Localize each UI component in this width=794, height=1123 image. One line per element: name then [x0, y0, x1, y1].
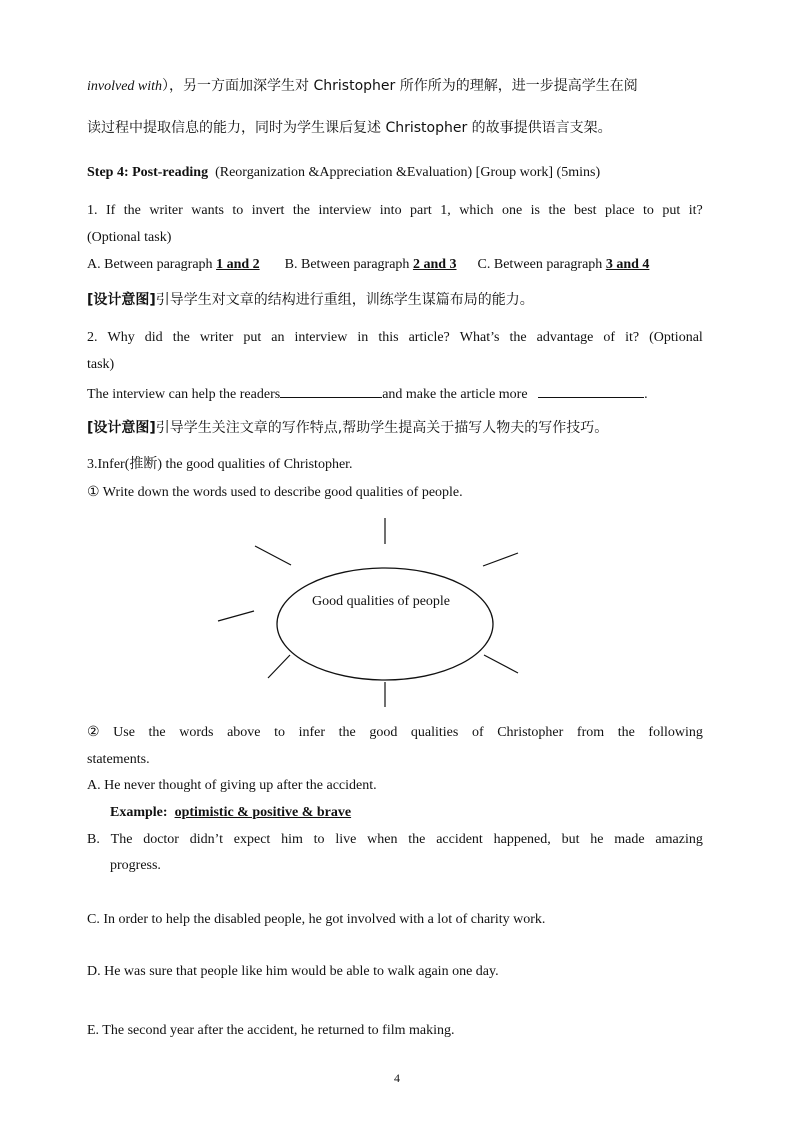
q2-line-1-word: article? [408, 330, 450, 345]
q1-line-1-word: best [574, 203, 597, 218]
q3-sub-2-word: to [274, 725, 285, 740]
q3-statement-b-word: happened, [493, 832, 551, 847]
q1-line-1-word: 1, [440, 203, 451, 218]
q3-statement-b-word: expect [233, 832, 271, 847]
q2-line-1-word: What’s [459, 330, 500, 345]
q3-statement-b-line-2: progress. [110, 858, 161, 873]
q1-line-1-word: wants [191, 203, 224, 218]
q3-statement-c: C. In order to help the disabled people, he got involved with a lot of charity work. [87, 912, 546, 927]
q3-sub-2-word: above [227, 725, 261, 740]
mind-map-spoke-top-left [255, 546, 291, 565]
q1-line-1-word: one [501, 203, 523, 218]
q2-answer-part-1: The interview can help the readers [87, 387, 281, 402]
q2-line-1-word: Why [107, 330, 135, 345]
q2-line-1-word: of [603, 330, 616, 345]
q1-line-1-word: into [379, 203, 402, 218]
q3-statement-b-word: B. [87, 832, 100, 847]
q3-sub-2-line-2: statements. [87, 752, 150, 767]
q3-sub-1: ① Write down the words used to describe good qualities of people. [87, 485, 463, 500]
q2-line-1-word: the [509, 330, 527, 345]
mind-map-spoke-bottom-right [484, 655, 518, 673]
q2-line-1-word: put [243, 330, 262, 345]
q1-line-1-word: writer [149, 203, 183, 218]
q3-sub-2-word: ② [87, 725, 100, 740]
q3-sub-2-word: following [648, 725, 703, 740]
q2-answer-end: . [644, 387, 648, 402]
q3-statement-e: E. The second year after the accident, he returned to film making. [87, 1023, 455, 1038]
q1-line-1-word: which [459, 203, 494, 218]
q3-sub-2-word: good [369, 725, 398, 740]
q3-example-answer: optimistic & positive & brave [174, 805, 352, 820]
q2-line-1-word: (Optional [649, 330, 703, 345]
step4-details: (Reorganization &Appreciation &Evaluation) [Group work] (5mins) [215, 165, 601, 180]
q3-sub-2-line-1 [87, 726, 703, 740]
q3-statement-b-word: but [561, 832, 580, 847]
q3-statement-b-word: live [335, 832, 357, 847]
page-number: 4 [394, 1071, 400, 1085]
q3-statement-b-word: he [590, 832, 604, 847]
q1-line-1-word: 1. [87, 203, 98, 218]
q3-sub-2-word: qualities [410, 725, 459, 740]
design-intent-1-text: 引导学生对文章的结构进行重组，训练学生谋篇布局的能力。 [155, 292, 534, 308]
q1-line-1-word: interview [318, 203, 372, 218]
q2-line-1-word: an [271, 330, 285, 345]
q3-statement-b-word: when [367, 832, 398, 847]
q3-sub-2-word: from [576, 725, 605, 740]
q3-statement-b-word: didn’t [189, 832, 223, 847]
q3-sub-2-word: the [148, 725, 166, 740]
q3-title: 3.Infer(推断) the good qualities of Christopher. [87, 457, 353, 472]
q2-line-1-word: this [378, 330, 399, 345]
q2-line-1-word: 2. [87, 330, 98, 345]
q3-statement-b-word: made [614, 832, 645, 847]
q3-sub-2-word: the [617, 725, 635, 740]
q2-line-2: task) [87, 357, 115, 372]
mind-map-spoke-left [218, 611, 254, 621]
q2-line-1-word: did [144, 330, 163, 345]
design-intent-2-text: 引导学生关注文章的写作特点,帮助学生提高关于描写人物夫的写作技巧。 [155, 420, 609, 436]
q3-statement-d: D. He was sure that people like him would be able to walk again one day. [87, 964, 499, 979]
q3-statement-b-word: him [281, 832, 303, 847]
q2-line-1-word: in [357, 330, 369, 345]
q3-statement-b-word: The [110, 832, 133, 847]
q1-line-1-word: the [548, 203, 566, 218]
q1-line-1-word: to [643, 203, 654, 218]
q3-example-label: Example: [110, 805, 168, 820]
step4-title: Step 4: Post-reading [87, 165, 209, 180]
intro-line-1-text: ），另一方面加深学生对 Christopher 所作所为的理解，进一步提高学生在阅 [162, 78, 638, 94]
design-intent-1-label: [设计意图] [87, 292, 156, 308]
q1-line-1-word: If [105, 203, 116, 218]
q1-option-b-answer: 2 and 3 [412, 257, 457, 272]
q3-statement-b-word: doctor [143, 832, 179, 847]
q3-statement-b-word: amazing [655, 832, 703, 847]
q1-line-1-word: the [292, 203, 310, 218]
q2-line-1-word: writer [199, 330, 234, 345]
q3-sub-2-word: the [338, 725, 356, 740]
mind-map-spoke-bottom-left [268, 655, 290, 678]
q1-line-1-word: it? [688, 203, 703, 218]
mind-map-spoke-top-right [483, 553, 518, 566]
q2-line-1-word: the [172, 330, 190, 345]
mind-map-center-label: Good qualities of people [311, 594, 451, 609]
q1-option-c-answer: 3 and 4 [605, 257, 650, 272]
q3-sub-2-word: Christopher [497, 725, 564, 740]
design-intent-2-label: [设计意图] [87, 420, 156, 436]
q1-line-1-word: to [232, 203, 244, 218]
q3-sub-2-word: Use [113, 725, 135, 740]
q1-line-1-word: put [662, 203, 681, 218]
q3-statement-b-word: accident [436, 832, 483, 847]
q3-statement-b-word: the [408, 832, 426, 847]
q1-line-1-word: invert [251, 203, 285, 218]
mind-map-center-ellipse [277, 568, 493, 680]
q1-option-b-prefix: B. Between paragraph [284, 257, 413, 272]
q1-option-a-answer: 1 and 2 [216, 257, 260, 272]
q3-sub-2-word: infer [298, 725, 326, 740]
q3-example [110, 806, 351, 820]
q1-line-2: (Optional task) [87, 230, 172, 245]
q3-statement-b-word: to [313, 832, 325, 847]
q1-line-1-word: place [605, 203, 635, 218]
q3-statement-b-line-1 [87, 833, 703, 847]
q1-line-1-word: part [410, 203, 432, 218]
q3-sub-2-word: words [179, 725, 214, 740]
q2-line-1-word: it? [625, 330, 640, 345]
q2-line-1-word: advantage [536, 330, 594, 345]
q2-line-1-word: interview [294, 330, 348, 345]
q1-option-c-prefix: C. Between paragraph [477, 257, 606, 272]
intro-italic-term: involved with [87, 79, 163, 94]
q1-line-1-word: the [123, 203, 141, 218]
q3-statement-a: A. He never thought of giving up after the accident. [87, 778, 377, 793]
q3-sub-2-word: of [471, 725, 484, 740]
q2-answer-part-2: and make the article more [382, 387, 528, 402]
q1-line-1-word: is [530, 203, 540, 218]
intro-line-2: 读过程中提取信息的能力，同时为学生课后复述 Christopher 的故事提供语言支架。 [87, 120, 612, 136]
q1-option-a-prefix: A. Between paragraph [87, 257, 217, 272]
